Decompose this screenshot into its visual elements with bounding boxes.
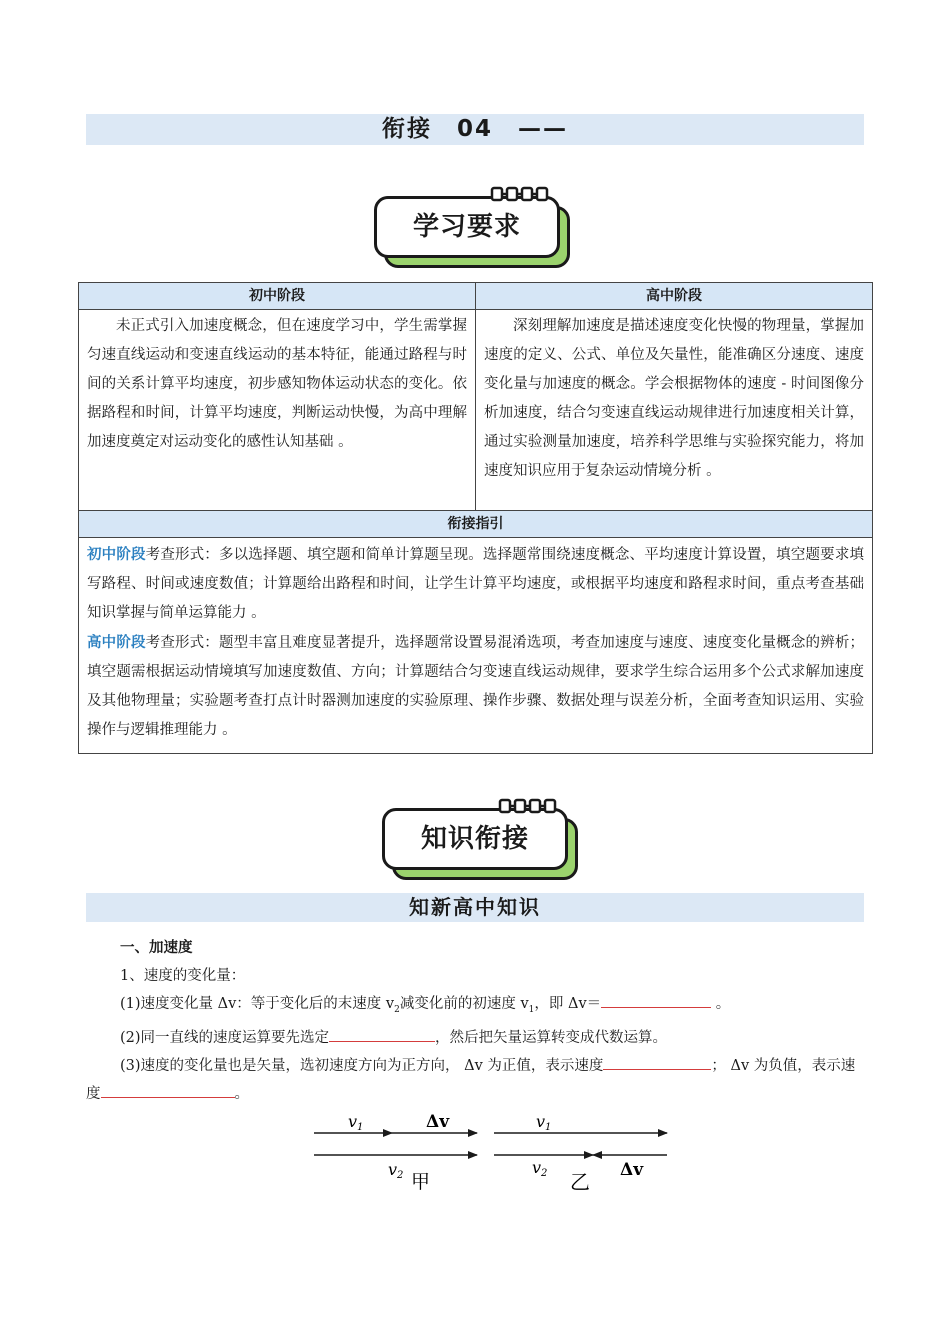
senior-stage-header: 高中阶段 — [476, 283, 873, 310]
junior-stage-header: 初中阶段 — [79, 283, 476, 310]
binder-rings-icon — [498, 798, 558, 814]
guide-junior — [87, 540, 864, 628]
label-jia: 甲 — [411, 1171, 431, 1193]
badge-label: 学习要求 — [374, 196, 560, 258]
guide-header-row — [79, 511, 873, 538]
dv-label-a: Δv — [426, 1112, 450, 1132]
table-row — [79, 310, 873, 511]
list-item: 1、速度的变化量： — [120, 968, 246, 984]
guide-junior-text: 考查形式：多以选择题、填空题和简单计算题呈现。选择题常围绕速度概念、平均速度计算设置，填空题要求填写路程、时间或速度数值；计算题给出路程和时间，让学生计算平均速度，或根据平均速度和路程求时间，重点考查基础知识掌握与简单运算能力 。 — [87, 547, 864, 621]
v1-label-b: v1 — [536, 1112, 552, 1133]
guide-senior-text: 考查形式：题型丰富且难度显著提升，选择题常设置易混淆选项，考查加速度与速度、速度变化量概念的辨析；填空题需根据运动情境填写加速度数值、方向；计算题结合匀变速直线运动规律，要求学生综合运用多个公式求解加速度及其他物理量；实验题考查打点计时器测加速度的实验原理、操作步骤、数据处理与误差分析，全面考查知识运用、实验操作与逻辑推理能力 。 — [87, 635, 864, 738]
v2-label-b: v2 — [532, 1158, 548, 1179]
guide-senior — [87, 628, 864, 745]
list-item: (3)速度的变化量也是矢量，选初速度方向为正方向， Δv 为正值，表示速度 ； Δv 为负值，表示速度 。 — [86, 1052, 864, 1108]
list-item: (2)同一直线的速度运算要先选定 ，然后把矢量运算转变成代数运算。 — [86, 1024, 864, 1052]
senior-stage-text: 深刻理解加速度是描述速度变化快慢的物理量，掌握加速度的定义、公式、单位及矢量性，能准确区分速度、速度变化量与加速度的概念。学会根据物体的速度 - 时间图像分析加速度，结合匀变速直线运动规律进行加速度相关计算，通过实验测量加速度，培养科学思维与实验探究能力，将加速度知识应用于复杂运动情境分析 。 — [476, 310, 873, 511]
velocity-change-diagram — [300, 1105, 680, 1200]
requirements-table — [78, 282, 873, 754]
v2-label-a: v2 — [388, 1160, 404, 1181]
guide-junior-label: 初中阶段 — [87, 546, 146, 563]
section-title: 知新高中知识 — [86, 893, 864, 922]
junior-stage-text: 未正式引入加速度概念，但在速度学习中，学生需掌握匀速直线运动和变速直线运动的基本特征，能通过路程与时间的关系计算平均速度，初步感知物体运动状态的变化。依据路程和时间，计算平均速度，判断运动快慢，为高中理解加速度奠定对运动变化的感性认知基础 。 — [79, 310, 476, 511]
fill-blank[interactable] — [601, 993, 711, 1008]
guide-header: 衔接指引 — [79, 511, 873, 538]
fill-blank[interactable] — [101, 1083, 235, 1098]
fill-blank[interactable] — [329, 1027, 435, 1042]
v1-label-a: v1 — [348, 1112, 364, 1133]
dv-label-b: Δv — [620, 1160, 644, 1180]
list-item: (1)速度变化量 Δv：等于变化后的末速度 $v_2$减变化前的初速度 $v_1$，即 Δv＝ 。 — [86, 990, 864, 1024]
label-yi: 乙 — [570, 1170, 590, 1194]
guide-content — [79, 538, 873, 754]
section-heading: 一、加速度 — [120, 940, 193, 956]
guide-row — [79, 538, 873, 754]
table-header-row — [79, 283, 873, 310]
acceleration-content — [86, 934, 864, 1108]
page-title: 衔接 04 —— — [86, 114, 864, 145]
fill-blank[interactable] — [603, 1055, 711, 1070]
binder-rings-icon — [490, 186, 550, 202]
guide-senior-label: 高中阶段 — [87, 634, 146, 651]
badge-label: 知识衔接 — [382, 808, 568, 870]
